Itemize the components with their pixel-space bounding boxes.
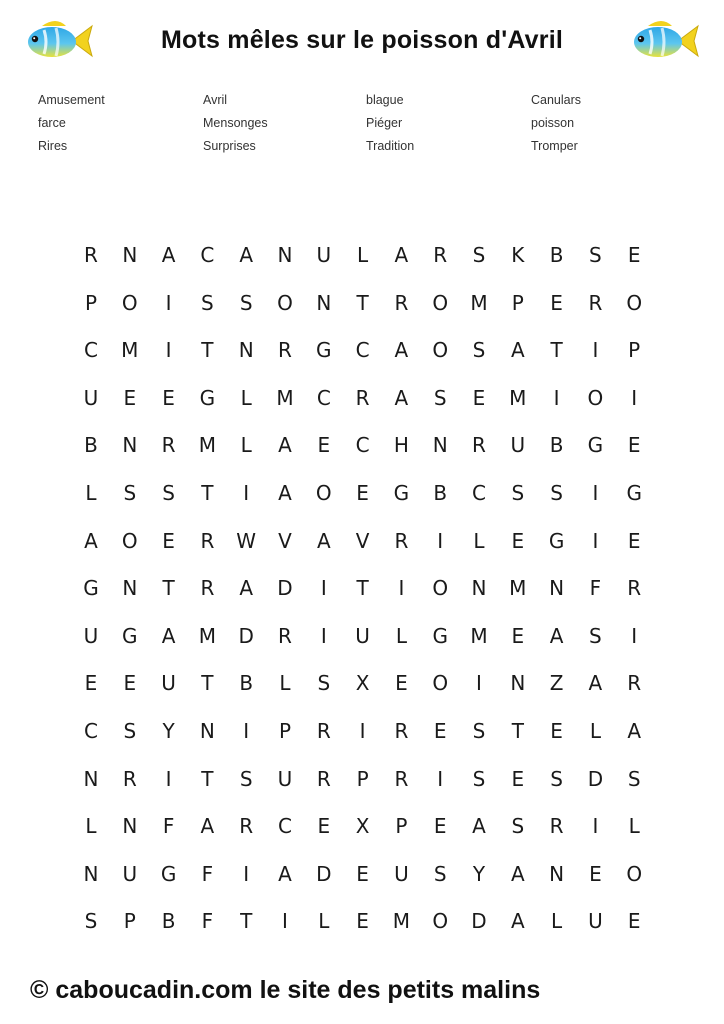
grid-letter[interactable]: T [201,338,214,363]
word-list-item: Rires [38,139,68,153]
grid-letter[interactable]: A [278,861,292,886]
tropical-fish-icon [628,14,700,68]
grid-letter[interactable]: G [393,481,410,505]
grid-letter[interactable]: X [355,671,370,696]
word-list-item: Tromper [531,139,578,153]
grid-letter[interactable]: O [121,528,138,553]
grid-letter[interactable]: A [394,338,409,363]
grid-letter[interactable]: M [509,385,527,410]
grid-letter[interactable]: T [356,290,369,315]
grid-letter[interactable]: S [511,814,525,839]
grid-letter[interactable]: R [200,576,215,601]
grid-letter[interactable]: P [123,909,136,934]
grid-letter[interactable]: T [162,576,175,601]
grid-letter[interactable]: G [160,861,177,886]
grid-letter[interactable]: F [589,576,602,601]
grid-letter[interactable]: T [201,671,214,696]
grid-letter[interactable]: O [432,290,449,315]
grid-letter[interactable]: W [236,528,257,553]
grid-letter[interactable]: S [589,623,602,648]
grid-letter[interactable]: L [279,671,291,696]
grid-letter[interactable]: L [85,814,97,839]
grid-letter[interactable]: A [510,861,525,886]
grid-letter[interactable]: T [240,909,253,934]
grid-letter[interactable]: A [510,909,525,934]
grid-letter[interactable]: O [626,861,643,886]
grid-letter[interactable]: I [243,719,250,743]
grid-letter[interactable]: L [240,385,252,410]
grid-letter[interactable]: C [355,338,370,363]
grid-letter[interactable]: A [510,338,525,363]
grid-letter[interactable]: I [437,528,444,553]
grid-letter[interactable]: N [277,243,293,267]
grid-letter[interactable]: D [471,909,487,934]
grid-letter[interactable]: R [627,671,642,696]
grid-letter[interactable]: O [626,290,643,315]
grid-letter[interactable]: U [510,433,526,458]
grid-letter[interactable]: E [511,623,525,648]
word-list-item: Amusement [38,93,105,107]
grid-letter[interactable]: S [162,481,175,505]
grid-letter[interactable]: E [162,528,175,553]
grid-letter[interactable]: E [356,481,369,505]
grid-letter[interactable]: M [198,433,217,458]
grid-letter[interactable]: Y [162,719,175,743]
grid-letter[interactable]: I [553,385,560,410]
grid-letter[interactable]: N [432,433,448,458]
grid-letter[interactable]: R [627,576,642,601]
grid-letter[interactable]: U [277,766,293,791]
grid-letter[interactable]: E [472,385,486,410]
grid-letter[interactable]: E [395,671,408,696]
grid-letter[interactable]: N [316,290,332,315]
grid-letter[interactable]: R [433,243,448,267]
grid-letter[interactable]: D [316,861,332,886]
word-list-item: Canulars [531,93,582,107]
grid-letter[interactable]: A [239,243,254,267]
grid-letter[interactable]: N [122,814,138,839]
grid-letter[interactable]: L [473,528,485,553]
grid-letter[interactable]: C [355,433,370,458]
grid-letter[interactable]: U [83,385,99,410]
grid-letter[interactable]: B [239,671,254,696]
grid-letter[interactable]: E [356,909,369,934]
grid-letter[interactable]: R [316,766,331,791]
grid-letter[interactable]: U [355,623,370,648]
grid-letter[interactable]: S [433,385,447,410]
grid-letter[interactable]: R [549,814,564,839]
grid-letter[interactable]: I [631,623,638,648]
grid-letter[interactable]: A [200,814,215,839]
grid-letter[interactable]: L [551,909,563,934]
grid-letter[interactable]: P [84,290,98,315]
grid-letter[interactable]: C [84,338,98,363]
grid-letter[interactable]: S [472,243,486,267]
grid-letter[interactable]: I [592,814,599,839]
grid-letter[interactable]: M [198,623,217,648]
grid-letter[interactable]: A [472,814,486,839]
grid-letter[interactable]: Y [472,861,486,886]
grid-letter[interactable]: I [592,338,599,363]
grid-letter[interactable]: E [550,290,563,315]
grid-letter[interactable]: N [549,576,565,601]
grid-letter[interactable]: H [393,433,409,458]
grid-letter[interactable]: I [243,861,250,886]
grid-letter[interactable]: L [85,481,97,505]
grid-letter[interactable]: N [122,243,138,267]
grid-letter[interactable]: K [511,243,525,267]
grid-letter[interactable]: R [394,766,409,791]
grid-letter[interactable]: C [200,243,215,267]
grid-letter[interactable]: O [432,576,449,601]
grid-letter[interactable]: U [588,909,603,934]
grid-letter[interactable]: S [201,290,214,315]
grid-letter[interactable]: S [84,909,98,934]
grid-letter[interactable]: E [627,433,641,458]
grid-letter[interactable]: U [161,671,176,696]
grid-letter[interactable]: N [238,338,254,363]
grid-letter[interactable]: E [317,814,331,839]
grid-letter[interactable]: I [398,576,405,601]
grid-letter[interactable]: S [317,671,331,696]
grid-letter[interactable]: L [357,243,369,267]
grid-letter[interactable]: E [511,766,525,791]
grid-letter[interactable]: E [627,243,641,267]
grid-letter[interactable]: T [201,766,214,791]
grid-letter[interactable]: E [433,719,447,743]
grid-letter[interactable]: C [316,385,331,410]
grid-letter[interactable]: T [201,481,214,505]
grid-letter[interactable]: S [511,481,525,505]
grid-letter[interactable]: I [476,671,482,696]
word-list-item: Mensonges [203,116,268,130]
grid-letter[interactable]: O [432,338,449,363]
grid-letter[interactable]: I [243,481,250,505]
grid-letter[interactable]: I [165,338,172,363]
grid-letter[interactable]: I [437,766,444,791]
grid-letter[interactable]: U [316,243,332,267]
footer-credit: © caboucadin.com le site des petits malins [30,976,541,1004]
grid-letter[interactable]: G [548,528,565,553]
grid-letter[interactable]: N [510,671,526,696]
grid-letter[interactable]: R [278,623,292,648]
grid-letter[interactable]: F [162,814,175,839]
grid-letter[interactable]: L [240,433,252,458]
grid-letter[interactable]: S [550,481,563,505]
grid-letter[interactable]: R [394,528,409,553]
grid-letter[interactable]: L [628,814,640,839]
grid-letter[interactable]: A [278,433,292,458]
grid-letter[interactable]: I [320,623,327,648]
grid-letter[interactable]: R [278,338,292,363]
grid-letter[interactable]: E [627,528,641,553]
grid-letter[interactable]: B [433,481,448,505]
page-title: Mots mêles sur le poisson d'Avril [161,26,563,54]
grid-letter[interactable]: G [122,623,138,648]
grid-letter[interactable]: A [161,243,176,267]
grid-letter[interactable]: R [122,766,137,791]
grid-letter[interactable]: I [592,481,599,505]
grid-letter[interactable]: U [394,861,409,886]
grid-letter[interactable]: S [589,243,602,267]
grid-letter[interactable]: R [472,433,486,458]
grid-letter[interactable]: X [355,814,370,839]
word-list-item: Piéger [366,116,403,130]
grid-letter[interactable]: S [472,719,486,743]
grid-letter[interactable]: T [550,338,563,363]
grid-letter[interactable]: I [359,719,366,743]
grid-letter[interactable]: A [84,528,98,553]
grid-letter[interactable]: N [122,433,138,458]
grid-letter[interactable]: I [165,766,172,791]
word-list-item: farce [38,116,66,130]
grid-letter[interactable]: A [394,385,409,410]
grid-letter[interactable]: P [511,290,524,315]
grid-letter[interactable]: A [278,481,292,505]
grid-letter[interactable]: T [511,719,524,743]
grid-letter[interactable]: I [165,290,172,315]
grid-letter[interactable]: L [589,719,601,743]
grid-letter[interactable]: A [316,528,331,553]
grid-letter[interactable]: E [84,671,98,696]
grid-letter[interactable]: A [627,719,642,743]
grid-letter[interactable]: I [282,909,288,934]
grid-letter[interactable]: L [395,623,407,648]
grid-letter[interactable]: Z [549,671,564,696]
grid-letter[interactable]: E [550,719,563,743]
grid-letter[interactable]: O [587,385,604,410]
grid-letter[interactable]: N [199,719,215,743]
grid-letter[interactable]: I [320,576,327,601]
grid-letter[interactable]: A [394,243,409,267]
grid-letter[interactable]: E [123,385,137,410]
grid-letter[interactable]: R [394,290,409,315]
grid-letter[interactable]: N [83,766,99,791]
word-list-item: blague [366,93,404,107]
grid-letter[interactable]: F [201,909,214,934]
grid-letter[interactable]: E [123,671,137,696]
grid-letter[interactable]: V [278,528,292,553]
grid-letter[interactable]: U [83,623,99,648]
grid-letter[interactable]: O [432,671,449,696]
grid-letter[interactable]: S [550,766,563,791]
grid-letter[interactable]: B [84,433,98,458]
grid-letter[interactable]: S [239,766,253,791]
grid-letter[interactable]: R [84,243,98,267]
grid-letter[interactable]: D [238,623,254,648]
grid-letter[interactable]: E [317,433,331,458]
grid-letter[interactable]: T [356,576,369,601]
grid-letter[interactable]: O [432,909,449,934]
grid-letter[interactable]: G [432,623,448,648]
grid-letter[interactable]: P [356,766,369,791]
grid-letter[interactable]: S [433,861,447,886]
grid-letter[interactable]: C [472,481,486,505]
grid-letter[interactable]: M [276,385,294,410]
grid-letter[interactable]: G [626,481,642,505]
grid-letter[interactable]: I [631,385,638,410]
grid-letter[interactable]: G [316,338,332,363]
grid-letter[interactable]: R [161,433,176,458]
grid-letter[interactable]: D [587,766,604,791]
grid-letter[interactable]: M [470,290,488,315]
grid-letter[interactable]: R [588,290,603,315]
grid-letter[interactable]: O [277,290,293,315]
grid-letter[interactable]: C [278,814,292,839]
grid-letter[interactable]: M [470,623,488,648]
grid-letter[interactable]: L [318,909,330,934]
grid-letter[interactable]: E [511,528,525,553]
grid-letter[interactable]: S [239,290,253,315]
word-list-item: Surprises [203,139,256,153]
grid-letter[interactable]: M [121,338,139,363]
grid-letter[interactable]: N [122,576,138,601]
grid-letter[interactable]: F [201,861,214,886]
grid-letter[interactable]: S [472,766,486,791]
grid-letter[interactable]: M [509,576,527,601]
word-list-item: poisson [531,116,575,130]
grid-letter[interactable]: O [121,290,138,315]
word-list [38,93,698,173]
grid-letter[interactable]: A [549,623,564,648]
grid-letter[interactable]: N [83,861,99,886]
grid-letter[interactable]: N [549,861,565,886]
grid-letter[interactable]: I [592,528,599,553]
grid-letter[interactable]: R [200,528,215,553]
grid-letter[interactable]: R [239,814,254,839]
grid-letter[interactable]: O [315,481,332,505]
grid-letter[interactable]: D [277,576,293,601]
grid-letter[interactable]: S [627,766,641,791]
grid-letter[interactable]: S [472,338,486,363]
word-list-item: Tradition [366,139,415,153]
grid-letter[interactable]: P [628,338,641,363]
grid-letter[interactable]: P [278,719,292,743]
grid-letter[interactable]: S [123,481,137,505]
grid-letter[interactable]: A [588,671,603,696]
grid-letter[interactable]: U [122,861,138,886]
grid-letter[interactable]: N [471,576,487,601]
word-list-item: Avril [203,93,228,107]
grid-letter[interactable]: R [394,719,409,743]
grid-letter[interactable]: S [123,719,137,743]
grid-letter[interactable]: V [355,528,370,553]
grid-letter[interactable]: G [83,576,99,601]
grid-letter[interactable]: M [392,909,411,934]
grid-letter[interactable]: E [356,861,369,886]
grid-letter[interactable]: B [549,243,564,267]
grid-letter[interactable]: E [589,861,602,886]
grid-letter[interactable]: E [433,814,447,839]
grid-letter[interactable]: A [239,576,254,601]
grid-letter[interactable]: C [84,719,98,743]
grid-letter[interactable]: P [395,814,408,839]
grid-letter[interactable]: R [355,385,370,410]
grid-letter[interactable]: R [316,719,331,743]
grid-letter[interactable]: E [627,909,641,934]
grid-letter[interactable]: G [199,385,216,410]
grid-letter[interactable]: E [162,385,175,410]
grid-letter[interactable]: A [161,623,176,648]
grid-letter[interactable]: G [587,433,604,458]
grid-letter[interactable]: B [549,433,564,458]
grid-letter[interactable]: B [161,909,176,934]
